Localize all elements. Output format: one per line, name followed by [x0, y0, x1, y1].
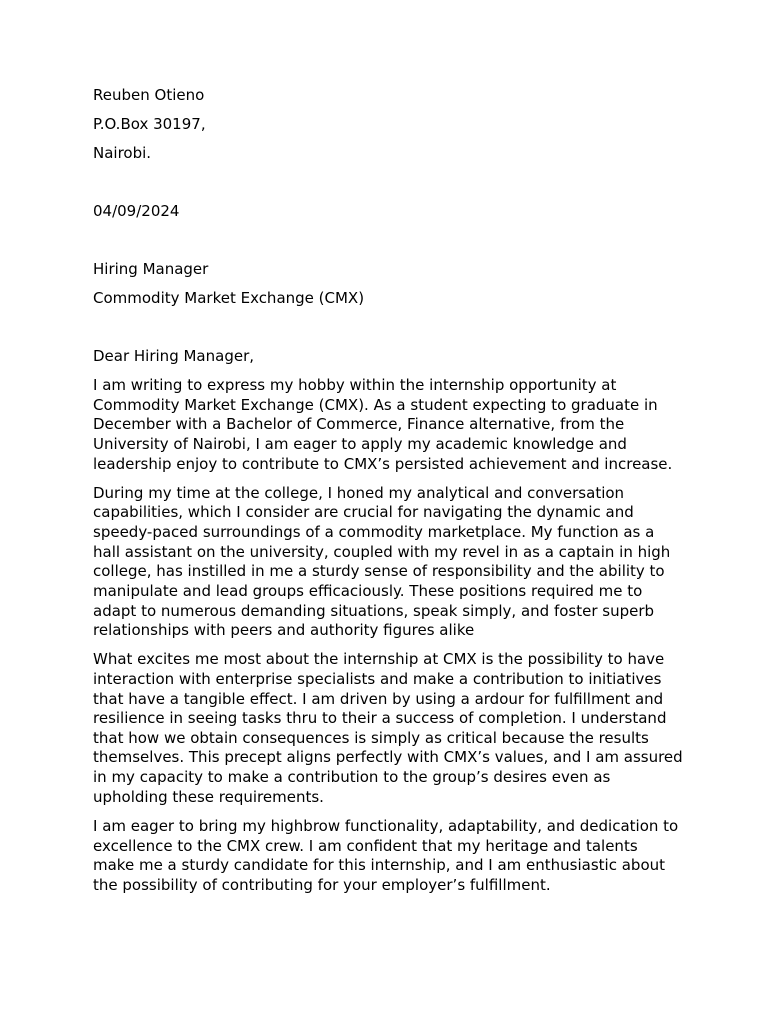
spacer — [93, 231, 683, 260]
recipient-title: Hiring Manager — [93, 259, 209, 278]
sender-address-line1: P.O.Box 30197, — [93, 114, 206, 133]
body-paragraph-2: During my time at the college, I honed my analytical and conversation capabilities, which I consider are crucial for navigating the dynamic and speedy-paced surroundings of a commodity marketplace. My function as a hall assistant on the university, coupled with my revel in as a captain in high college, has instilled in me a sturdy sense of responsibility and the ability to manipulate and lead groups efficaciously. These positions required me to adapt to numerous demanding situations, speak simply, and foster superb relationships with peers and authority figures alike — [93, 483, 671, 640]
spacer — [93, 173, 683, 202]
body-paragraph-4: I am eager to bring my highbrow functionality, adaptability, and dedication to excellence to the CMX crew. I am confident that my heritage and talents make me a sturdy candidate for this internship, and I am enthusiastic about the possibility of contributing for your employer’s fulfillment. — [93, 816, 679, 894]
letter-page — [93, 86, 683, 905]
salutation: Dear Hiring Manager, — [93, 346, 255, 365]
recipient-organization: Commodity Market Exchange (CMX) — [93, 288, 365, 307]
body-paragraph-3: What excites me most about the internship at CMX is the possibility to have interaction with enterprise specialists and make a contribution to initiatives that have a tangible effect. I am driven by using a ardour for fulfillment and resilience in seeing tasks thru to their a success of completion. I understand that how we obtain consequences is simply as critical because the results themselves. This precept aligns perfectly with CMX’s values, and I am assured in my capacity to make a contribution to the group’s desires even as upholding these requirements. — [93, 650, 683, 806]
sender-name: Reuben Otieno — [93, 86, 205, 104]
body-paragraph-1: I am writing to express my hobby within the internship opportunity at Commodity Market Exchange (CMX). As a student expecting to graduate in December with a Bachelor of Commerce, Finance alternative, from the University of Nairobi, I am eager to apply my academic knowledge and leadership enjoy to contribute to CMX’s persisted achievement and increase. — [93, 375, 673, 473]
sender-address-line2: Nairobi. — [93, 143, 152, 162]
letter-date: 04/09/2024 — [93, 201, 180, 220]
spacer — [93, 318, 683, 347]
